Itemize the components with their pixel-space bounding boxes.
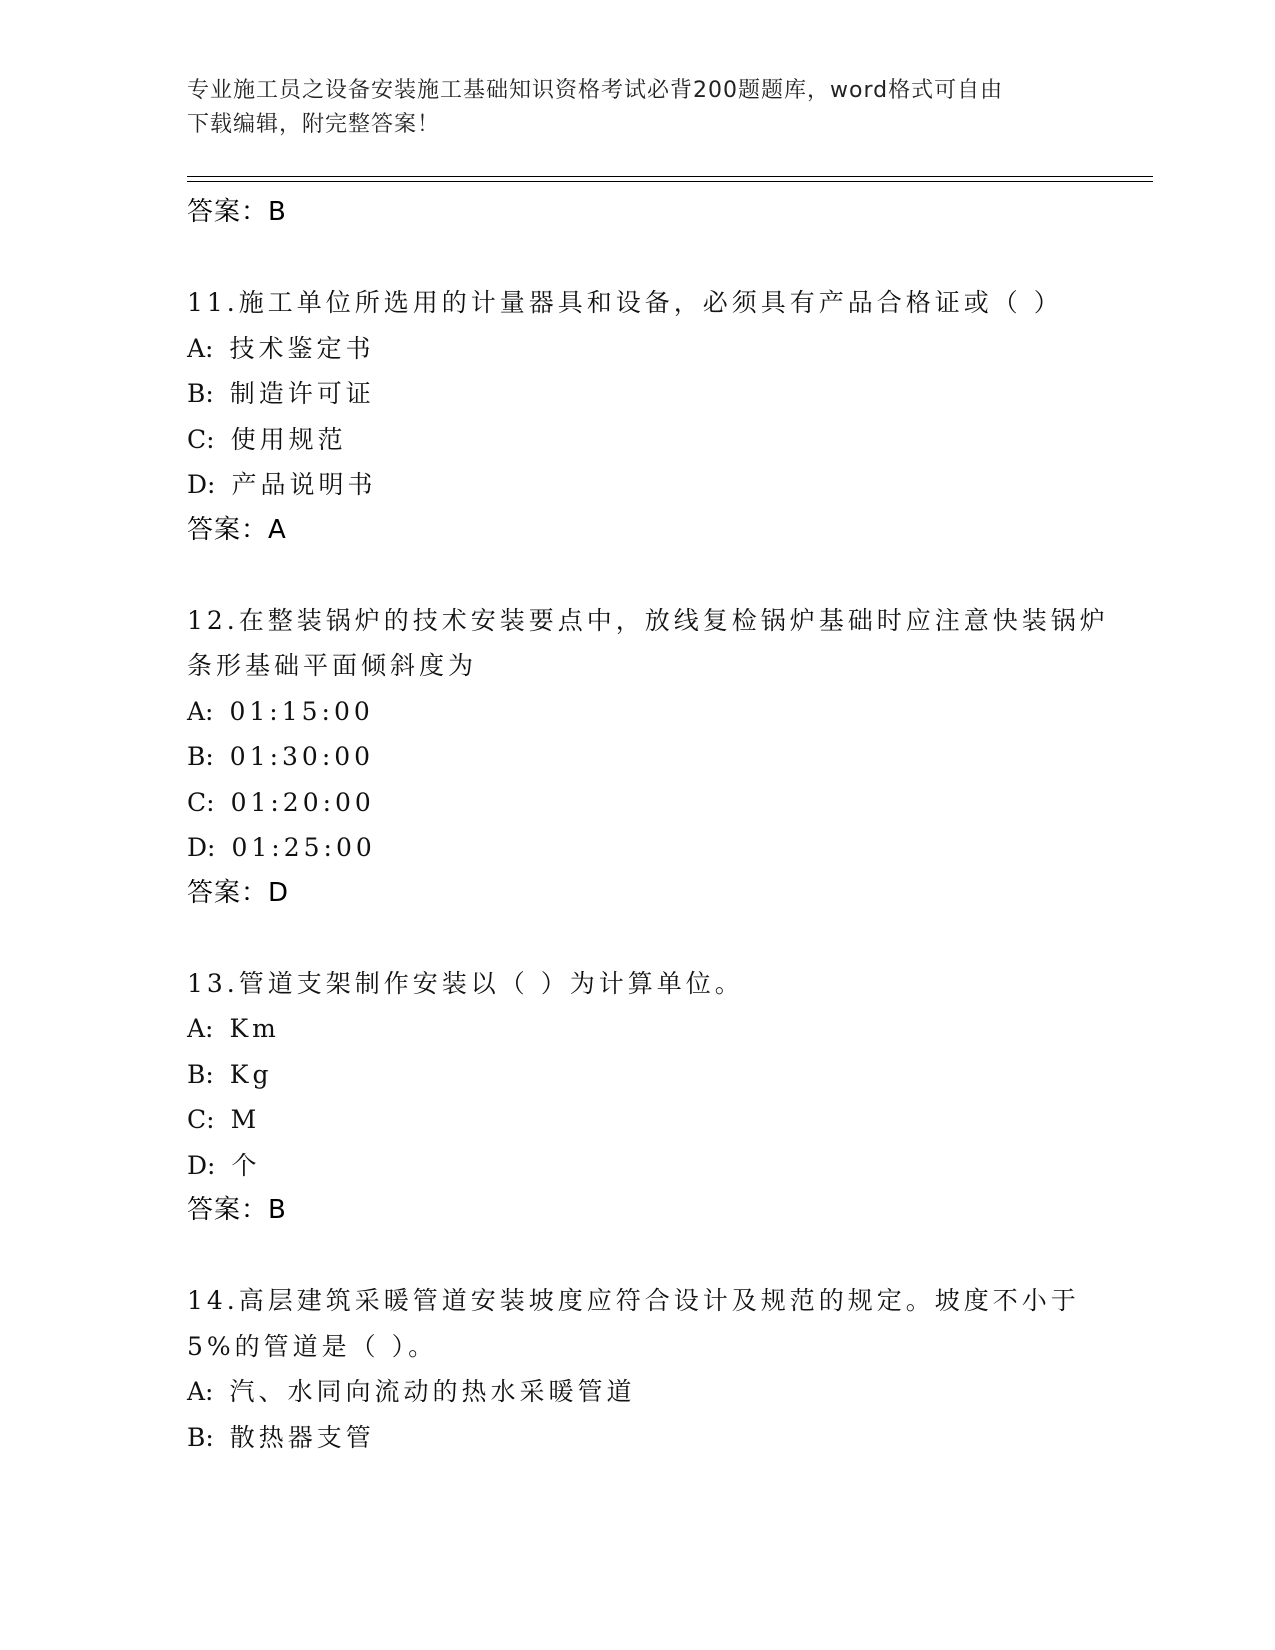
option-text: 产品说明书 xyxy=(231,470,377,499)
option-letter: A: xyxy=(187,696,214,726)
answer-previous: 答案：B xyxy=(187,197,287,227)
header-line-1: 专业施工员之设备安装施工基础知识资格考试必背200题题库，word格式可自由 xyxy=(187,78,1004,103)
option-text: 01:20:00 xyxy=(230,787,375,817)
option-text: 01:15:00 xyxy=(229,696,374,726)
option-text: Kg xyxy=(229,1059,273,1089)
option-text: Km xyxy=(229,1014,280,1043)
option-letter: A: xyxy=(187,1377,214,1406)
spacer xyxy=(187,1233,1117,1278)
option-text: 个 xyxy=(231,1150,261,1180)
option-text: 散热器支管 xyxy=(229,1422,375,1452)
option-d xyxy=(187,825,1117,871)
option-text: 汽、水同向流动的热水采暖管道 xyxy=(229,1377,636,1406)
option-letter: B: xyxy=(187,742,214,771)
spacer xyxy=(187,916,1117,961)
header-line-2: 下载编辑，附完整答案！ xyxy=(187,112,441,137)
option-letter: B: xyxy=(187,1422,214,1452)
option-b xyxy=(187,1052,1117,1098)
option-a xyxy=(187,1006,1117,1052)
option-text: 01:30:00 xyxy=(229,742,375,771)
option-text: 制造许可证 xyxy=(229,379,375,408)
document-body xyxy=(187,190,1117,1460)
option-d xyxy=(187,1143,1117,1189)
question-12 xyxy=(187,598,1117,916)
question-11 xyxy=(187,280,1117,553)
answer: 答案：B xyxy=(187,1195,287,1225)
option-text: 使用规范 xyxy=(230,424,347,454)
option-letter: A: xyxy=(187,1014,214,1043)
question-stem: 13.管道支架制作安装以（ ）为计算单位。 xyxy=(187,968,744,998)
page-header xyxy=(187,74,1087,142)
spacer xyxy=(187,553,1117,598)
option-text: 01:25:00 xyxy=(231,833,376,862)
option-b xyxy=(187,1415,1117,1461)
option-letter: C: xyxy=(187,787,215,817)
question-stem: 11.施工单位所选用的计量器具和设备，必须具有产品合格证或（ ） xyxy=(187,288,1063,317)
option-letter: B: xyxy=(187,1059,214,1089)
question-14 xyxy=(187,1278,1117,1460)
question-13 xyxy=(187,961,1117,1234)
option-b xyxy=(187,734,1117,780)
option-a xyxy=(187,1369,1117,1415)
option-a xyxy=(187,326,1117,372)
spacer xyxy=(187,235,1117,280)
option-d xyxy=(187,462,1117,508)
option-text: 技术鉴定书 xyxy=(229,333,375,363)
option-letter: C: xyxy=(187,424,215,454)
option-c xyxy=(187,780,1117,826)
option-letter: D: xyxy=(187,1150,216,1180)
question-stem: 12.在整装锅炉的技术安装要点中，放线复检锅炉基础时应注意快装锅炉条形基础平面倾斜度为 xyxy=(187,605,1109,680)
answer: 答案：D xyxy=(187,877,290,908)
header-double-rule xyxy=(187,176,1153,182)
option-letter: B: xyxy=(187,379,214,408)
option-letter: D: xyxy=(187,833,216,862)
option-letter: A: xyxy=(187,333,214,363)
answer: 答案：A xyxy=(187,514,287,545)
option-a xyxy=(187,689,1117,735)
option-letter: D: xyxy=(187,470,216,499)
option-b xyxy=(187,371,1117,417)
option-c xyxy=(187,417,1117,463)
option-letter: C: xyxy=(187,1105,215,1134)
option-text: M xyxy=(230,1105,261,1134)
question-stem: 14.高层建筑采暖管道安装坡度应符合设计及规范的规定。坡度不小于5%的管道是（ ）。 xyxy=(187,1286,1080,1361)
option-c xyxy=(187,1097,1117,1143)
